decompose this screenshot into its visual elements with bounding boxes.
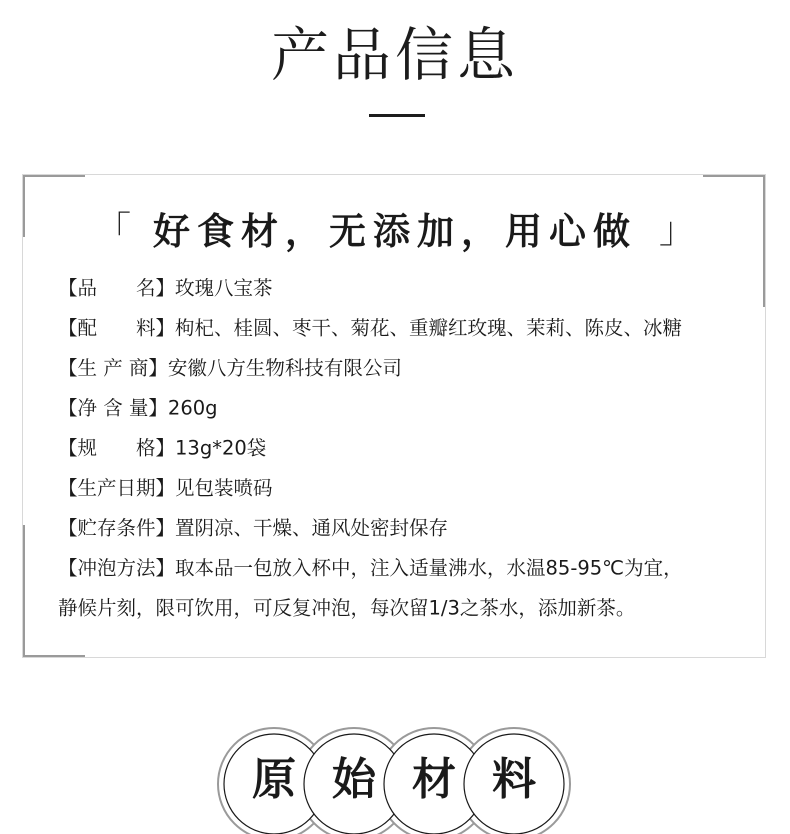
info-row-brewing	[58, 548, 758, 588]
slogan-text: 好食材，无添加，用心做	[153, 209, 637, 253]
banner-char: 材	[412, 754, 456, 805]
info-row-net-content	[58, 388, 758, 428]
corner-accent-top-left-horizontal	[23, 175, 85, 177]
info-value: 安徽八方生物科技有限公司	[167, 356, 402, 380]
info-label: 【配 料】	[58, 316, 176, 340]
info-row-name	[58, 268, 758, 308]
banner-char: 始	[332, 754, 376, 805]
banner-char: 原	[252, 754, 296, 805]
corner-accent-top-right-vertical	[763, 175, 765, 307]
info-label: 【规 格】	[58, 436, 176, 460]
corner-accent-top-right-horizontal	[703, 175, 765, 177]
corner-accent-bottom-left-horizontal	[23, 655, 85, 657]
info-row-production-date	[58, 468, 758, 508]
info-value: 枸杞、桂圆、枣干、菊花、重瓣红玫瑰、茉莉、陈皮、冰糖	[175, 316, 683, 340]
slogan	[95, 206, 695, 256]
page-title: 产品信息	[270, 21, 519, 89]
info-value: 置阴凉、干燥、通风处密封保存	[175, 516, 449, 540]
section-banner-raw-materials	[216, 724, 572, 834]
info-value: 13g*20袋	[175, 436, 267, 460]
info-label: 【净 含 量】	[58, 396, 168, 420]
slogan-open-bracket: 「	[95, 210, 132, 251]
info-label: 【贮存条件】	[58, 516, 176, 540]
info-value: 静候片刻，限可饮用，可反复冲泡，每次留1/3之茶水，添加新茶。	[58, 596, 636, 620]
info-row-ingredients	[58, 308, 758, 348]
slogan-close-bracket: 」	[658, 210, 695, 251]
info-row-spec	[58, 428, 758, 468]
corner-accent-top-left-vertical	[23, 175, 25, 237]
info-label: 【冲泡方法】	[58, 556, 176, 580]
info-value: 见包装喷码	[175, 476, 273, 500]
info-row-manufacturer	[58, 348, 758, 388]
info-row-brewing-continued	[58, 588, 758, 628]
info-label: 【生产日期】	[58, 476, 176, 500]
product-info-list	[58, 268, 758, 628]
title-divider	[369, 114, 425, 117]
banner-char: 料	[492, 754, 536, 805]
info-row-storage	[58, 508, 758, 548]
info-value: 260g	[167, 396, 218, 420]
info-value: 玫瑰八宝茶	[175, 276, 273, 300]
info-label: 【品 名】	[58, 276, 176, 300]
corner-accent-bottom-left-vertical	[23, 525, 25, 657]
info-label: 【生 产 商】	[58, 356, 168, 380]
info-value: 取本品一包放入杯中，注入适量沸水，水温85-95℃为宜，	[175, 556, 683, 580]
